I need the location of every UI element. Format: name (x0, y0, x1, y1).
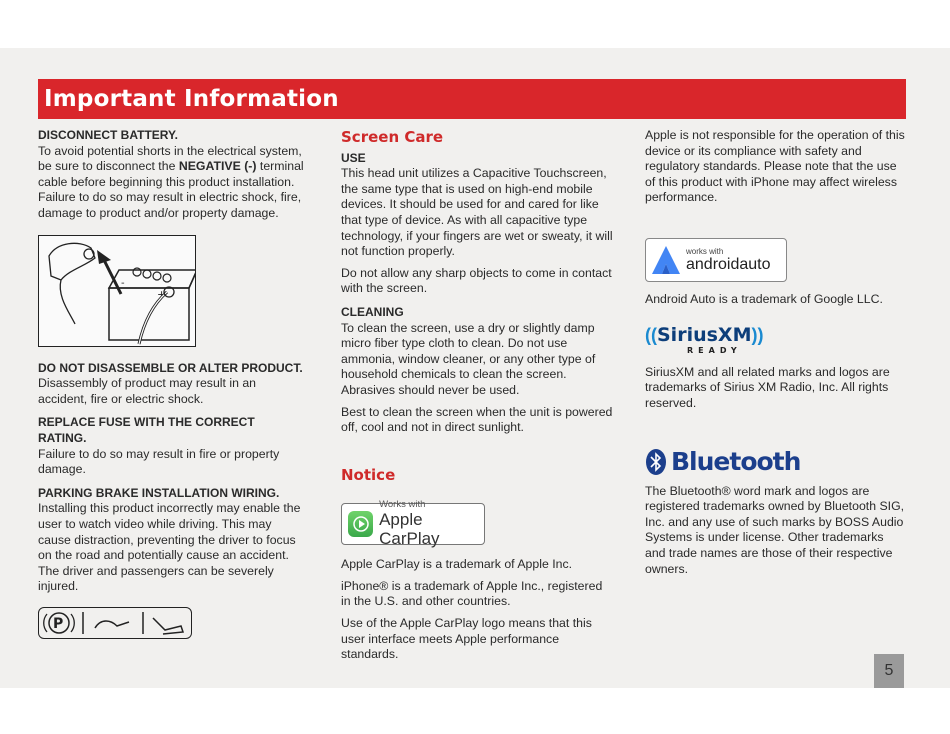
bluetooth-logo (645, 448, 905, 476)
siriusxm-ready: READY (687, 346, 742, 356)
bluetooth-name: Bluetooth (671, 446, 801, 476)
svg-text:+: + (157, 287, 167, 301)
cleaning-text: To clean the screen, use a dry or slightly damp micro fiber type cloth to clean. Do not use ammonia, window cleaner, or any other type of household chemicals to clean the screen. Abrasives should never be used. (341, 320, 596, 397)
manual-page (0, 48, 950, 688)
use-heading: USE (341, 150, 366, 165)
bluetooth-text: The Bluetooth® word mark and logos are registered trademarks owned by Bluetooth SIG, Inc. and any use of such marks by BOSS Audio Systems is under license. Other trademarks and trade names are those of their respective owners. (645, 483, 905, 576)
cleaning-heading: CLEANING (341, 304, 404, 319)
notice-p2: iPhone® is a trademark of Apple Inc., registered in the U.S. and other countries. (341, 578, 603, 609)
aa-works-with: works with (686, 246, 724, 256)
notice-title: Notice (341, 465, 396, 484)
middle-column (341, 130, 613, 663)
title-banner (38, 79, 906, 119)
cleaning-text-2: Best to clean the screen when the unit is powered off, cool and not in direct sunlight. (341, 404, 613, 435)
battery-illustration-icon (38, 235, 196, 347)
signal-right-icon: )) (751, 324, 764, 345)
siriusxm-name: SiriusXM (657, 323, 752, 346)
fuse-heading: REPLACE FUSE WITH THE CORRECT RATING. (38, 415, 255, 445)
page-number: 5 (874, 654, 904, 688)
use-text: This head unit utilizes a Capacitive Touchscreen, the same type that is used on high-end mobile devices. It should be used for and cared for like that type of device. As with all capacitive type technology, if your fingers are wet or sweaty, it will not function properly. (341, 166, 613, 259)
page-title: Important Information (44, 86, 339, 112)
parking-heading: PARKING BRAKE INSTALLATION WIRING. (38, 485, 280, 500)
disassemble-text: Disassembly of product may result in an accident, fire or electric shock. (38, 376, 257, 406)
bluetooth-icon (645, 448, 667, 476)
parking-brake-icons (38, 607, 192, 639)
svg-text:-: - (121, 277, 125, 289)
parking-icon-letter: P (53, 615, 64, 632)
android-auto-text: Android Auto is a trademark of Google LLC. (645, 291, 883, 306)
left-column (38, 128, 306, 639)
carplay-name: Apple CarPlay (379, 510, 440, 549)
aa-name: androidauto (686, 255, 771, 273)
fuse-text: Failure to do so may result in fire or property damage. (38, 446, 280, 477)
disconnect-text-bold: NEGATIVE (-) (178, 159, 257, 174)
carplay-icon (348, 511, 373, 537)
android-auto-logo (645, 238, 787, 282)
signal-left-icon: (( (645, 324, 657, 345)
android-auto-icon (646, 242, 686, 278)
use-text-2: Do not allow any sharp objects to come in contact with the screen. (341, 265, 612, 296)
disconnect-text-b: terminal cable before beginning this product installation. Failure to do so may result in electric shock, fire, damage to product and/or property damage. (38, 159, 304, 220)
notice-p1: Apple CarPlay is a trademark of Apple Inc. (341, 557, 573, 572)
notice-p3: Use of the Apple CarPlay logo means that this user interface meets Apple performance standards. (341, 616, 592, 662)
parking-text: Installing this product incorrectly may enable the user to watch video while driving. This may cause distraction, preventing the driver to focus on the road and potentially cause an accident. The driver and passengers can be severely injured. (38, 501, 301, 594)
siriusxm-logo (645, 323, 905, 359)
disassemble-heading: DO NOT DISASSEMBLE OR ALTER PRODUCT. (38, 360, 303, 375)
right-column (645, 128, 905, 577)
disconnect-text (38, 144, 306, 222)
carplay-works-with: Works with (379, 499, 426, 511)
disconnect-text-a: To avoid potential shorts in the electrical system, be sure to disconnect the (38, 143, 302, 174)
apple-carplay-logo (341, 499, 485, 549)
screen-care-title: Screen Care (341, 128, 444, 146)
disconnect-heading: DISCONNECT BATTERY. (38, 128, 179, 142)
siriusxm-text: SiriusXM and all related marks and logos are trademarks of Sirius XM Radio, Inc. All rights reserved. (645, 364, 890, 410)
apple-disclaimer: Apple is not responsible for the operation of this device or its compliance with safety and regulatory standards. Please note that the use of this product with iPhone may affect wireless performance. (645, 128, 905, 205)
